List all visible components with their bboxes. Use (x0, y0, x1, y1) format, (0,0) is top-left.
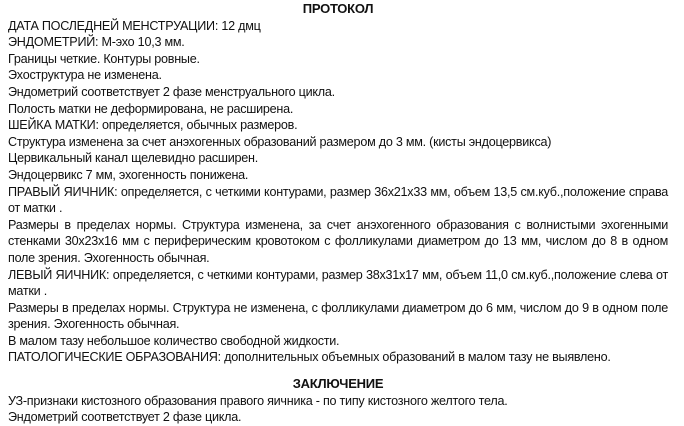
report-line: ДАТА ПОСЛЕДНЕЙ МЕНСТРУАЦИИ: 12 дмц (8, 18, 261, 33)
conclusion-line: Эндометрий соответствует 2 фазе цикла. (8, 410, 242, 425)
report-line: ШЕЙКА МАТКИ: определяется, обычных размеров. (8, 118, 298, 133)
report-line: Полость матки не деформирована, не расширена. (8, 101, 294, 116)
ultrasound-report (8, 1, 668, 426)
right-ovary-structure-paragraph: Размеры в пределах нормы. Структура изменена, за счет анэхогенного образования с волнистыми эхогенными стенками 30х23х16 мм с периферическим кровотоком с фолликулами диаметром до 13 мм, числом до 8 в одном поле зрения. Эхогенность обычная. (8, 217, 668, 265)
conclusion-title: ЗАКЛЮЧЕНИЕ (292, 376, 384, 392)
report-line: Эндометрий соответствует 2 фазе менструального цикла. (8, 84, 335, 99)
right-ovary-paragraph: ПРАВЫЙ ЯИЧНИК: определяется, с четкими контурами, размер 36х21х33 мм, объем 13,5 см.куб.,положение справа от матки . (8, 184, 668, 216)
report-line: Эндоцервикс 7 мм, эхогенность понижена. (8, 167, 249, 182)
free-fluid-paragraph: В малом тазу небольшое количество свободной жидкости. (8, 333, 340, 348)
section-gap (8, 366, 668, 376)
protocol-title: ПРОТОКОЛ (302, 1, 374, 16)
left-ovary-structure-paragraph: Размеры в пределах нормы. Структура не изменена, с фолликулами диаметром до 6 мм, числом до 9 в одном поле зрения. Эхогенность обычная. (8, 300, 668, 332)
left-ovary-paragraph: ЛЕВЫЙ ЯИЧНИК: определяется, с четкими контурами, размер 38х31х17 мм, объем 11,0 см.куб.,положение слева от матки . (8, 267, 668, 299)
pathology-paragraph: ПАТОЛОГИЧЕСКИЕ ОБРАЗОВАНИЯ: дополнительных объемных образований в малом тазу не выявлено. (8, 350, 611, 365)
report-line: Границы четкие. Контуры ровные. (8, 51, 200, 66)
report-line: Структура изменена за счет анэхогенных образований размером до 3 мм. (кисты эндоцервикса) (8, 134, 552, 149)
report-line: Эхоструктура не изменена. (8, 68, 162, 83)
report-line: Цервикальный канал щелевидно расширен. (8, 151, 258, 166)
conclusion-line: УЗ-признаки кистозного образования правого яичника - по типу кистозного желтого тела. (8, 393, 508, 408)
report-line: ЭНДОМЕТРИЙ: М-эхо 10,3 мм. (8, 35, 185, 50)
